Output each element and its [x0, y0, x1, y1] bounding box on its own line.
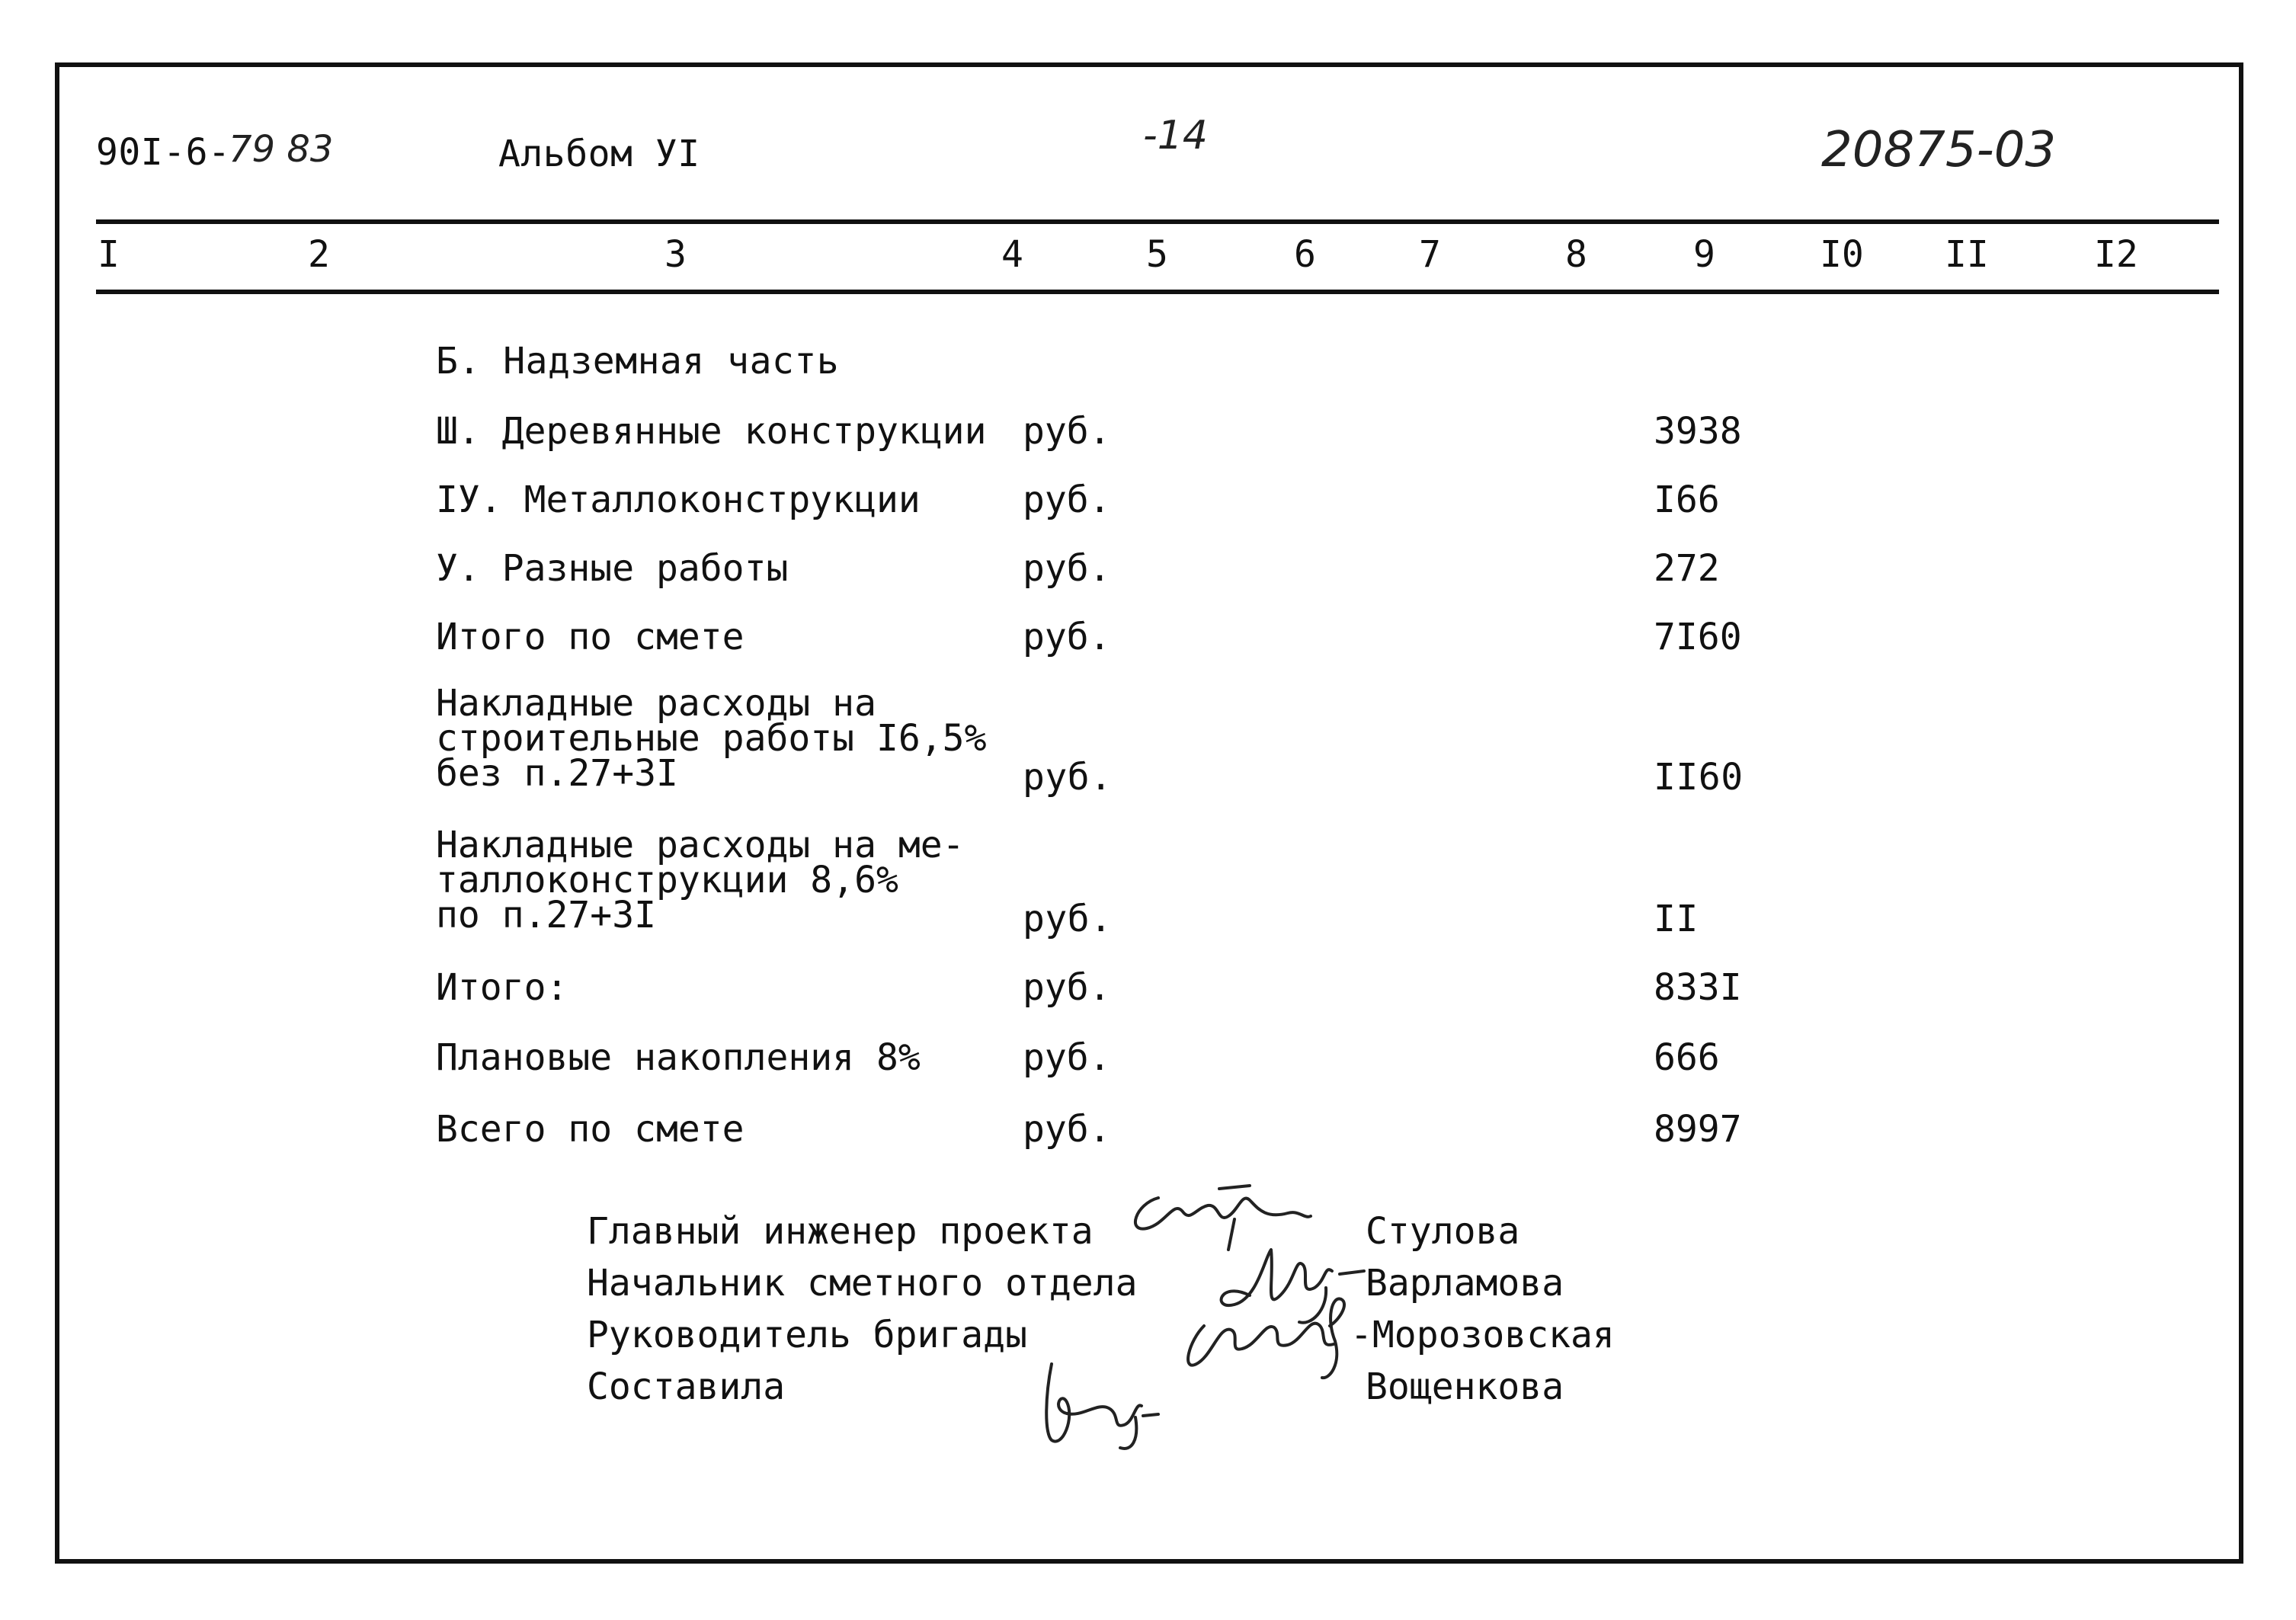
series-handwritten: 79 83 [229, 128, 334, 171]
overhead-construction-unit: руб. [1023, 756, 1113, 799]
signature-role-estimate-head: Начальник сметного отдела [587, 1262, 1138, 1305]
overhead-metal-line-3: по п.27+3I [436, 894, 656, 936]
total-value: 8997 [1654, 1108, 1742, 1151]
overhead-construction-line-1: Накладные расходы на [436, 682, 876, 725]
column-number-8: 8 [1565, 233, 1587, 276]
column-number-9: 9 [1693, 233, 1715, 276]
document-number-handwritten: 20875-03 [1821, 122, 2057, 178]
section-title: Б. Надземная часть [436, 340, 840, 383]
total-value: 666 [1654, 1036, 1720, 1079]
row-unit: руб. [1023, 479, 1111, 521]
row-value: I66 [1654, 479, 1720, 521]
signature-name-estimate-head: Варламова [1366, 1262, 1564, 1305]
signature-role-compiler: Составила [587, 1365, 786, 1408]
column-number-5: 5 [1146, 233, 1168, 276]
total-unit: руб. [1023, 1036, 1111, 1079]
row-name: У. Разные работы [436, 547, 789, 590]
column-number-7: 7 [1419, 233, 1441, 276]
column-number-10: I0 [1820, 233, 1864, 276]
overhead-construction-line-2: строительные работы I6,5% [436, 717, 987, 760]
overhead-construction-line-3: без п.27+3I [436, 752, 678, 795]
row-name: Итого по смете [436, 616, 745, 658]
overhead-construction-value: II60 [1654, 756, 1744, 799]
signature-stroke-compiler [1046, 1364, 1158, 1449]
signature-role-team-lead: Руководитель бригады [587, 1314, 1027, 1356]
row-value: 272 [1654, 547, 1720, 590]
album-label: Альбом УI [498, 133, 700, 175]
signature-stroke-chief-engineer [1135, 1186, 1311, 1250]
column-number-2: 2 [308, 233, 330, 276]
overhead-metal-unit: руб. [1023, 898, 1113, 940]
signature-role-chief-engineer: Главный инженер проекта [587, 1210, 1094, 1253]
row-value: 3938 [1654, 410, 1742, 453]
row-value: 7I60 [1654, 616, 1742, 658]
column-number-6: 6 [1294, 233, 1316, 276]
column-number-3: 3 [664, 233, 687, 276]
row-name: Ш. Деревянные конструкции [436, 410, 987, 453]
signature-name-team-lead: -Морозовская [1350, 1314, 1615, 1356]
row-unit: руб. [1023, 547, 1111, 590]
row-unit: руб. [1023, 410, 1111, 453]
total-unit: руб. [1023, 1108, 1111, 1151]
overhead-metal-line-1: Накладные расходы на ме- [436, 824, 965, 866]
series-number: 90I-6- [96, 131, 231, 174]
total-unit: руб. [1023, 966, 1111, 1009]
page-number-handwritten: -14 [1143, 113, 1208, 158]
row-unit: руб. [1023, 616, 1111, 658]
total-name: Всего по смете [436, 1108, 745, 1151]
column-number-4: 4 [1001, 233, 1023, 276]
overhead-metal-line-2: таллоконструкции 8,6% [436, 859, 898, 901]
total-value: 833I [1654, 966, 1742, 1009]
overhead-metal-value: II [1654, 898, 1699, 940]
signature-name-chief-engineer: Стулова [1366, 1210, 1520, 1253]
signature-name-compiler: Вощенкова [1366, 1365, 1564, 1408]
column-number-12: I2 [2094, 233, 2138, 276]
column-number-1: I [98, 233, 120, 276]
total-name: Плановые накопления 8% [436, 1036, 921, 1079]
total-name: Итого: [436, 966, 568, 1009]
row-name: IУ. Металлоконструкции [436, 479, 921, 521]
column-number-11: II [1945, 233, 1989, 276]
